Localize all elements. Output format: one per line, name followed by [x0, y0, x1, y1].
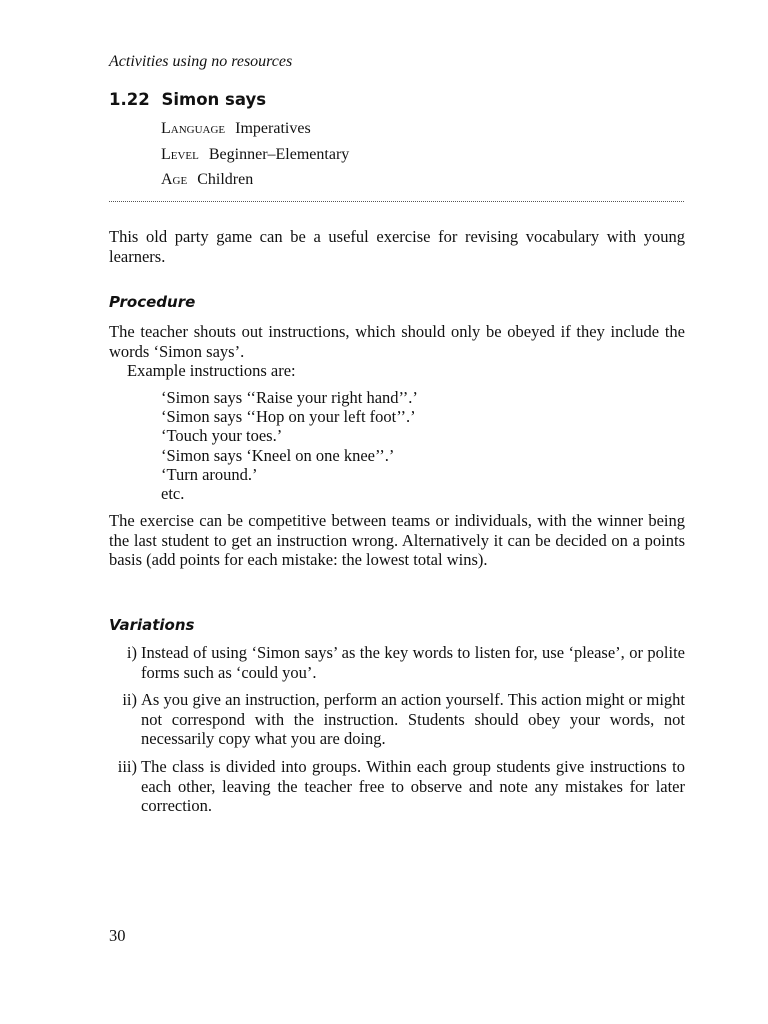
- meta-level: [161, 145, 349, 165]
- example-item: etc.: [161, 484, 185, 504]
- competition-paragraph: The exercise can be competitive between teams or individuals, with the winner being the last student to get an instruction wrong. Alternatively it can be decided on a points basis (add points for each mistake: the lowest total wins).: [109, 511, 685, 569]
- example-list: [161, 388, 418, 503]
- page-number: 30: [109, 926, 126, 945]
- example-item: ‘Simon says ‘Kneel on one knee’’.’: [161, 445, 395, 465]
- meta-level-label: Level: [161, 146, 199, 163]
- example-item: ‘Turn around.’: [161, 464, 258, 484]
- variation-text: Instead of using ‘Simon says’ as the key words to listen for, use ‘please’, or polite forms such as ‘could you’.: [141, 643, 685, 682]
- variation-number: i): [126, 643, 137, 662]
- activity-title: [109, 89, 266, 111]
- meta-language-value: Imperatives: [235, 120, 311, 137]
- variations-heading: Variations: [109, 616, 195, 634]
- meta-language-label: Language: [161, 120, 226, 137]
- procedure-heading: Procedure: [109, 293, 196, 311]
- meta-age-value: Children: [197, 171, 254, 188]
- example-item: ‘Simon says ‘‘Hop on your left foot’’.’: [161, 407, 416, 427]
- variation-number: ii): [122, 690, 137, 709]
- meta-language: [161, 119, 311, 139]
- variation-text: As you give an instruction, perform an action yourself. This action might or might not correspond with the instruction. Students should obey your words, not necessarily copy what you are doing.: [141, 690, 685, 748]
- procedure-paragraph: The teacher shouts out instructions, which should only be obeyed if they include the words ‘Simon says’.: [109, 322, 685, 361]
- running-head: Activities using no resources: [109, 53, 293, 70]
- example-lead: Example instructions are:: [127, 361, 296, 380]
- meta-age: [161, 170, 253, 190]
- activity-name: Simon says: [161, 90, 267, 109]
- variation-number: iii): [117, 757, 137, 776]
- example-item: ‘Simon says ‘‘Raise your right hand’’.’: [161, 388, 418, 407]
- variation-text: The class is divided into groups. Within each group students give instructions to each other, leaving the teacher free to observe and note any mistakes for later correction.: [141, 757, 685, 815]
- activity-number: 1.22: [109, 90, 150, 109]
- example-item: ‘Touch your toes.’: [161, 426, 283, 446]
- intro-paragraph: This old party game can be a useful exercise for revising vocabulary with young learners.: [109, 227, 685, 266]
- dotted-divider: [109, 201, 684, 202]
- meta-level-value: Beginner–Elementary: [208, 146, 350, 163]
- meta-age-label: Age: [161, 171, 188, 188]
